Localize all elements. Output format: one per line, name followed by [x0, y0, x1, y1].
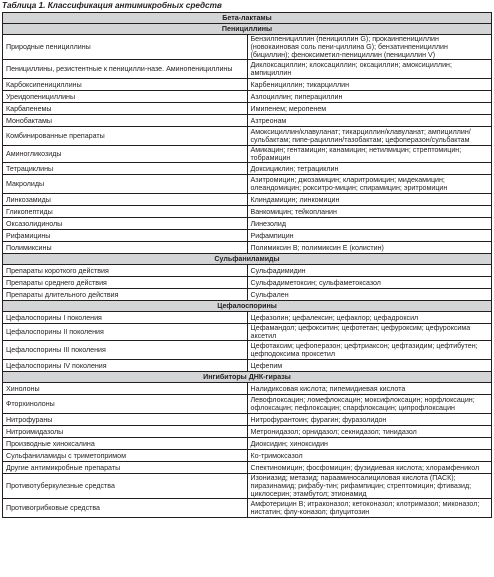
table-row [3, 499, 492, 518]
drug-group-cell: Оксазолидинолы [3, 218, 248, 230]
section-title: Цефалоспорины [3, 301, 492, 312]
drug-group-cell: Цефалоспорины I поколения [3, 312, 248, 324]
drug-list-cell: Диоксидин; хиноксидин [247, 438, 492, 450]
drug-list-cell: Цефамандол; цефокситин; цефотетан; цефуроксим; цефуроксима аксетил [247, 324, 492, 341]
drug-group-cell: Производные хиноксалина [3, 438, 248, 450]
table-row [3, 194, 492, 206]
drug-list-cell: Сульфален [247, 289, 492, 301]
drug-group-cell: Препараты среднего действия [3, 277, 248, 289]
drug-group-cell: Цефалоспорины III поколения [3, 341, 248, 360]
drug-group-cell: Уреидопенициллины [3, 91, 248, 103]
drug-list-cell: Линезолид [247, 218, 492, 230]
drug-list-cell: Сульфадиметоксин; сульфаметоксазол [247, 277, 492, 289]
drug-list-cell: Рифампицин [247, 230, 492, 242]
table-row [3, 175, 492, 194]
table-row [3, 146, 492, 163]
drug-group-cell: Тетрациклины [3, 163, 248, 175]
table-caption: Таблица 1. Классификация антимикробных средств [2, 1, 222, 10]
table-row [3, 60, 492, 79]
section-header-row [3, 13, 492, 24]
drug-list-cell: Налидиксовая кислота; пипемидиевая кислота [247, 383, 492, 395]
drug-group-cell: Другие антимикробные препараты [3, 462, 248, 474]
drug-list-cell: Азитромицин; джозамицин; кларитромицин; мидекамицин; олеандомицин; рокситро-мицин; спирамицин; эритромицин [247, 175, 492, 194]
drug-group-cell: Препараты длительного действия [3, 289, 248, 301]
table-row [3, 383, 492, 395]
drug-group-cell: Гликопептиды [3, 206, 248, 218]
drug-group-cell: Комбинированные препараты [3, 127, 248, 146]
table-row [3, 163, 492, 175]
table-row [3, 115, 492, 127]
section-header-row [3, 254, 492, 265]
section-title: Пенициллины [3, 24, 492, 35]
drug-list-cell: Азлоциллин; пиперациллин [247, 91, 492, 103]
drug-list-cell: Доксициклин; тетрациклин [247, 163, 492, 175]
drug-list-cell: Левофлоксацин; ломефлоксацин; моксифлоксацин; норфлоксацин; офлоксацин; пефлоксацин; спарфлоксацин; ципрофлоксацин [247, 395, 492, 414]
drug-group-cell: Хинолоны [3, 383, 248, 395]
drug-group-cell: Сульфаниламиды с триметопримом [3, 450, 248, 462]
section-header-row [3, 372, 492, 383]
table-row [3, 103, 492, 115]
drug-list-cell: Ванкомицин; тейкопланин [247, 206, 492, 218]
drug-list-cell: Имипенем; меропенем [247, 103, 492, 115]
table-row [3, 426, 492, 438]
table-row [3, 265, 492, 277]
drug-list-cell: Метронидазол; орнидазол; секнидазол; тинидазол [247, 426, 492, 438]
table-row [3, 127, 492, 146]
drug-list-cell: Карбенициллин; тикарциллин [247, 79, 492, 91]
table-row [3, 289, 492, 301]
drug-list-cell: Сульфадимидин [247, 265, 492, 277]
drug-group-cell: Рифамицины [3, 230, 248, 242]
drug-group-cell: Макролиды [3, 175, 248, 194]
drug-group-cell: Цефалоспорины II поколения [3, 324, 248, 341]
section-title: Ингибиторы ДНК-гиразы [3, 372, 492, 383]
drug-list-cell: Диклоксациллин; клоксациллин; оксациллин; амоксициллин; ампициллин [247, 60, 492, 79]
drug-group-cell: Фторхинолоны [3, 395, 248, 414]
drug-group-cell: Противогрибковые средства [3, 499, 248, 518]
drug-list-cell: Амоксициллин/клавуланат; тикарциллин/клавуланат; ампициллин/сульбактам; пипе-рациллин/тазобактам; цефоперазон/сульбактам [247, 127, 492, 146]
table-row [3, 218, 492, 230]
drug-list-cell: Амфотерицин В; итраконазол; кетоконазол; клотримазол; миконазол; нистатин; флу-коназол; флуцитозин [247, 499, 492, 518]
table-row [3, 79, 492, 91]
drug-list-cell: Бензилпенициллин (пенициллин G); прокаинпенициллин (новокаиновая соль пени-циллина G); бензатинпенициллин (бициллин); феноксиметил-пенициллин (пенициллин V) [247, 35, 492, 60]
drug-list-cell: Нитрофурантоин; фурагин; фуразолидон [247, 414, 492, 426]
drug-group-cell: Нитроимидазолы [3, 426, 248, 438]
drug-list-cell: Клиндамицин; линкомицин [247, 194, 492, 206]
table-row [3, 91, 492, 103]
table-body [3, 13, 492, 518]
drug-group-cell: Аминогликозиды [3, 146, 248, 163]
table-row [3, 277, 492, 289]
table-row [3, 360, 492, 372]
section-title: Сульфаниламиды [3, 254, 492, 265]
table-row [3, 438, 492, 450]
drug-group-cell: Природные пенициллины [3, 35, 248, 60]
table-row [3, 242, 492, 254]
drug-group-cell: Карбоксипенициллины [3, 79, 248, 91]
drug-list-cell: Изониазид; метазид; парааминосалициловая кислота (ПАСК); пиразинамид; рифабу-тин; рифампицин; стрептомицин; фтивазид; циклосерин; этамбутол; этионамид [247, 474, 492, 499]
drug-group-cell: Линкозамиды [3, 194, 248, 206]
drug-list-cell: Амикацин; гентамицин; канамицин; нетилмицин; стрептомицин; тобрамицин [247, 146, 492, 163]
table-row [3, 206, 492, 218]
drug-group-cell: Цефалоспорины IV поколения [3, 360, 248, 372]
drug-group-cell: Пенициллины, резистентные к пеницилли-назе. Аминопенициллины [3, 60, 248, 79]
drug-list-cell: Полимиксин В; полимиксин Е (колистин) [247, 242, 492, 254]
table-row [3, 462, 492, 474]
table-row [3, 395, 492, 414]
antimicrobial-classification-table [2, 12, 492, 518]
table-row [3, 450, 492, 462]
section-title: Бета-лактамы [3, 13, 492, 24]
drug-list-cell: Цефазолин; цефалексин; цефаклор; цефадроксил [247, 312, 492, 324]
drug-list-cell: Спектиномицин; фосфомицин; фузидиевая кислота; хлорамфеникол [247, 462, 492, 474]
table-row [3, 230, 492, 242]
drug-list-cell: Ко-тримоксазол [247, 450, 492, 462]
drug-group-cell: Нитрофураны [3, 414, 248, 426]
table-row [3, 312, 492, 324]
drug-list-cell: Цефотаксим; цефоперазон; цефтриаксон; цефтазидим; цефтибутен; цефподоксима проксетил [247, 341, 492, 360]
table-row [3, 341, 492, 360]
drug-list-cell: Азтреонам [247, 115, 492, 127]
drug-list-cell: Цефепим [247, 360, 492, 372]
drug-group-cell: Противотуберкулезные средства [3, 474, 248, 499]
drug-group-cell: Полимиксины [3, 242, 248, 254]
table-row [3, 474, 492, 499]
drug-group-cell: Монобактамы [3, 115, 248, 127]
drug-group-cell: Препараты короткого действия [3, 265, 248, 277]
section-header-row [3, 24, 492, 35]
table-row [3, 414, 492, 426]
section-header-row [3, 301, 492, 312]
table-row [3, 324, 492, 341]
table-row [3, 35, 492, 60]
drug-group-cell: Карбапенемы [3, 103, 248, 115]
